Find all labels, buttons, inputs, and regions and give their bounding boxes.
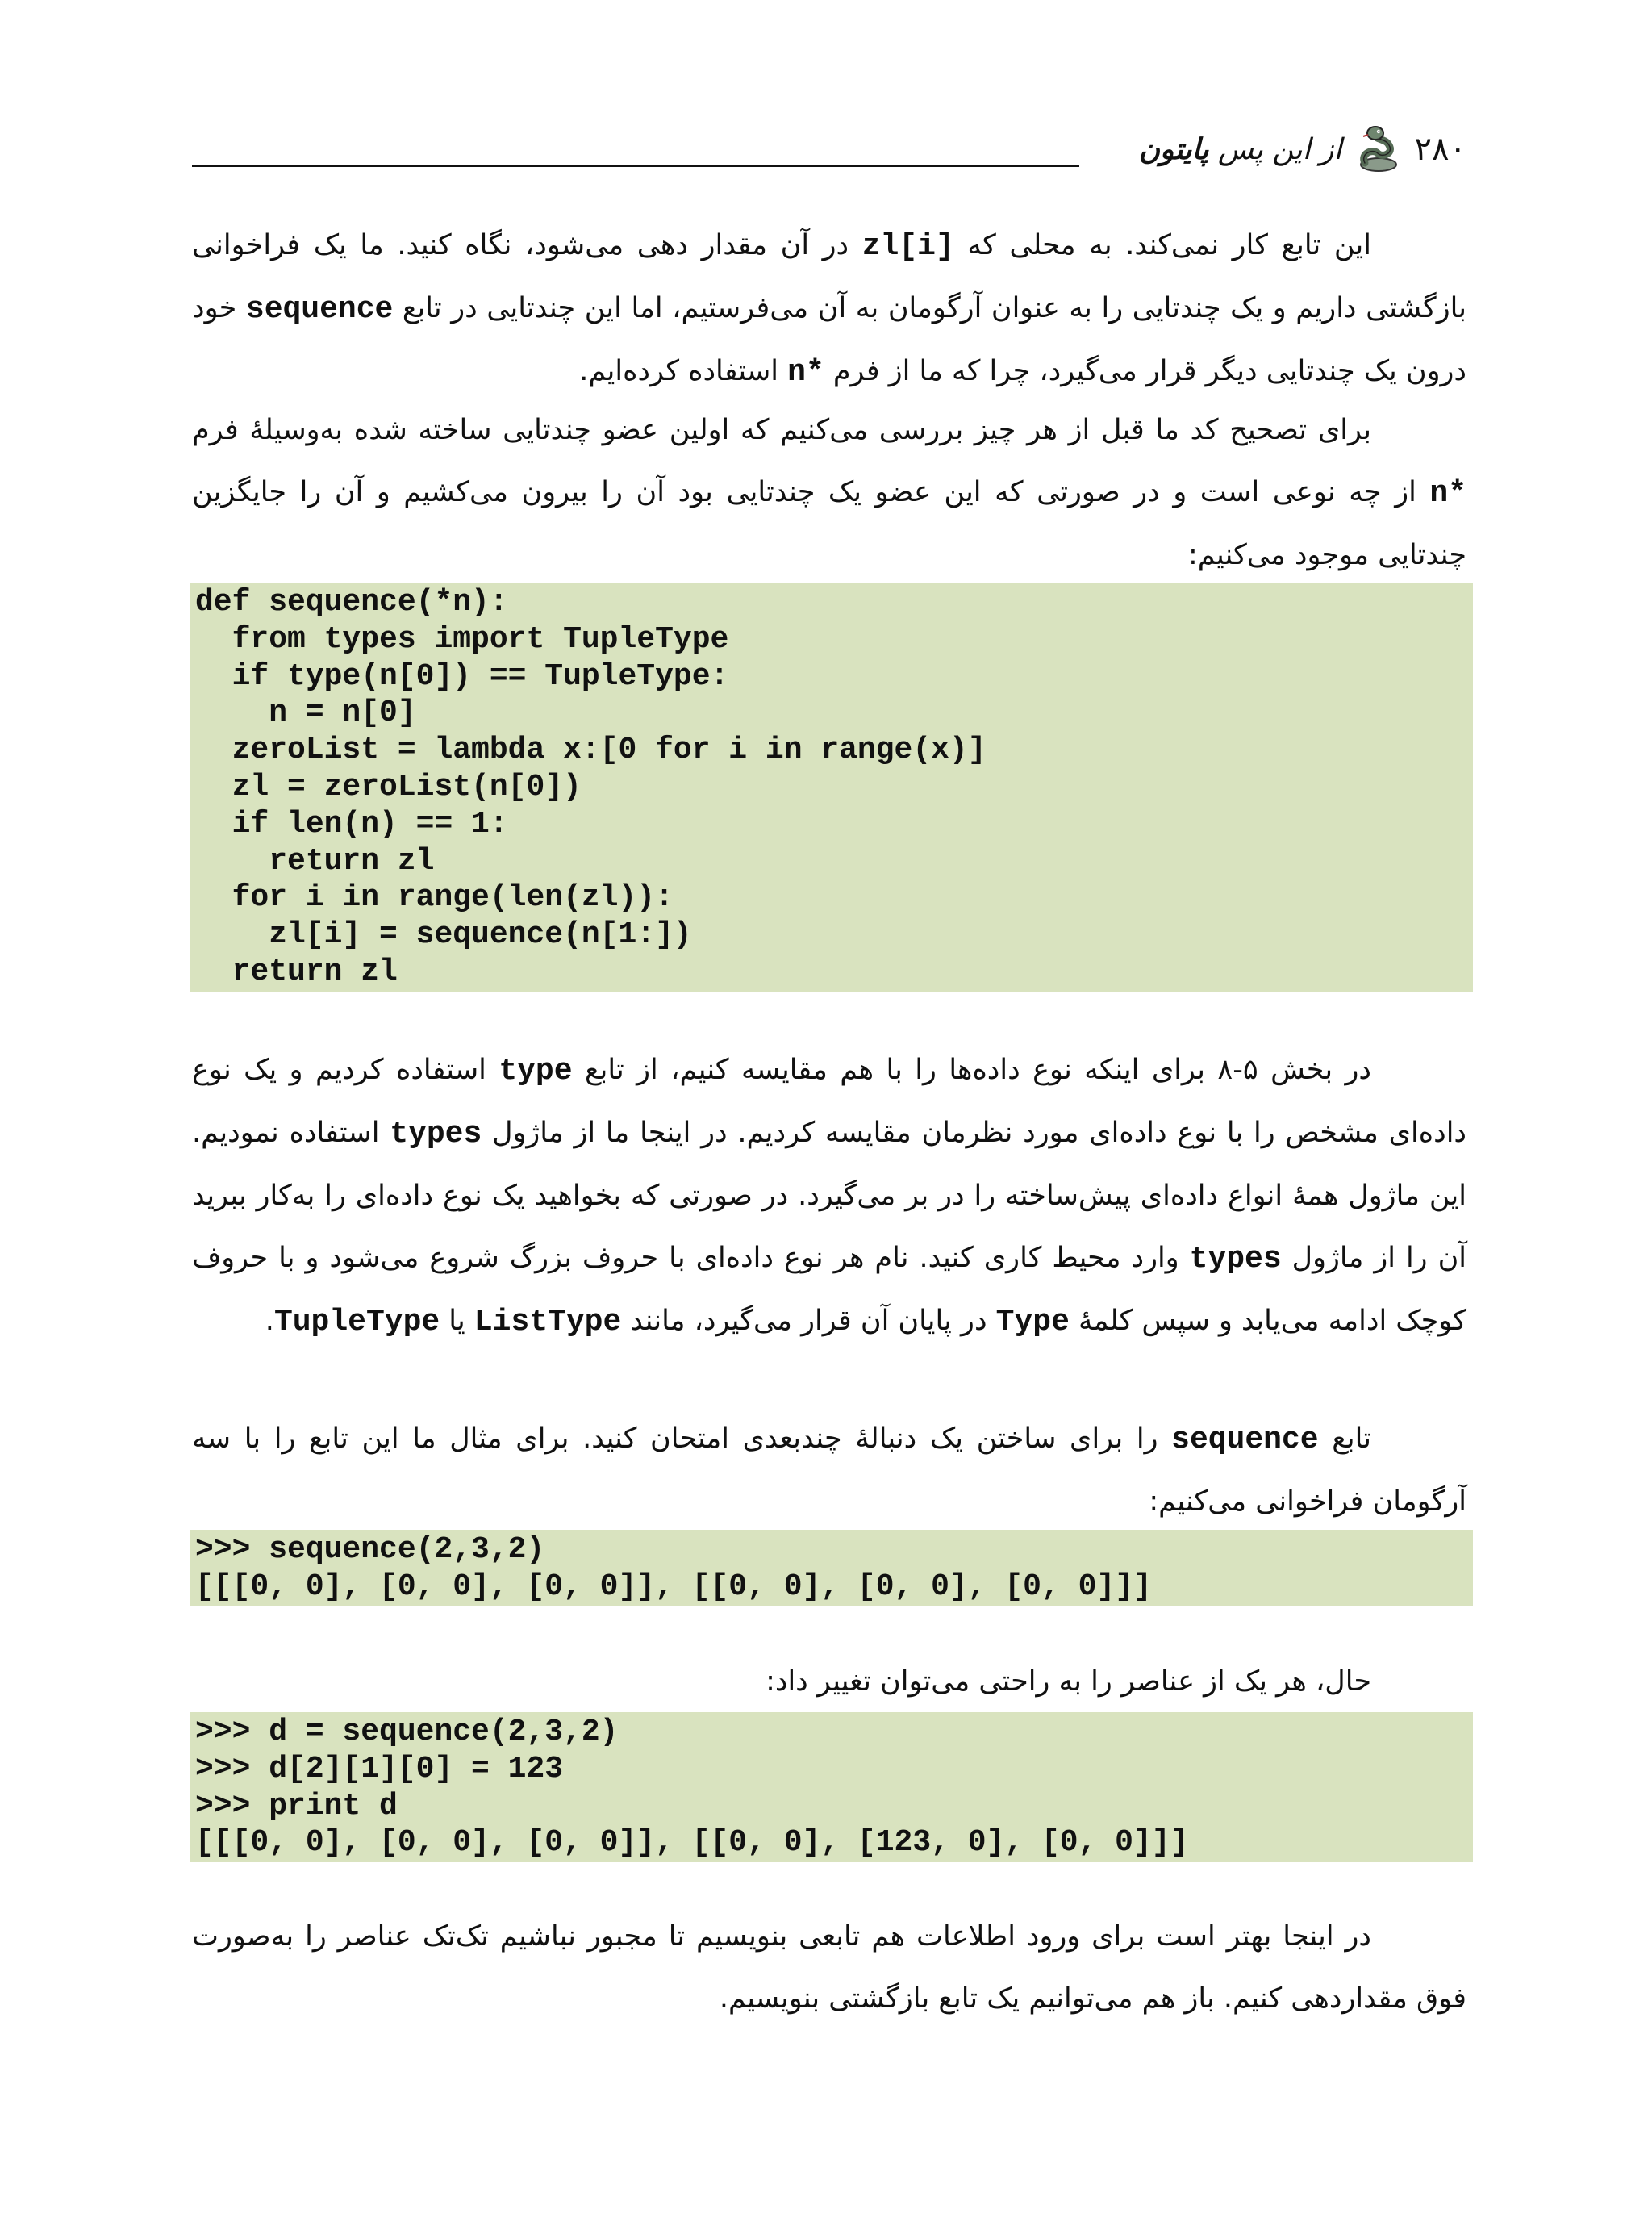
paragraph-1-text-3: خود درون یک چندتایی دیگر قرار می‌گیرد، چرا که ما از فرم	[192, 292, 1466, 387]
code-line: [[[0, 0], [0, 0], [0, 0]], [[0, 0], [123, 0], [0, 0]]]	[195, 1825, 1189, 1861]
paragraph-6	[192, 1906, 1466, 2030]
code-line: zl[i] = sequence(n[1:])	[195, 917, 692, 953]
inline-code: TupleType	[273, 1305, 440, 1339]
paragraph-4	[192, 1408, 1466, 1533]
header-title-block	[1139, 121, 1466, 178]
paragraph-3-text-1: در بخش ۵-۸ برای اینکه نوع داده‌ها را با هم مقایسه کنیم، از تابع	[572, 1054, 1371, 1086]
paragraph-1	[192, 215, 1466, 403]
code-line: n = n[0]	[195, 696, 416, 731]
inline-code: n*	[787, 355, 824, 390]
paragraph-1-text-1: این تابع کار نمی‌کند. به محلی که	[953, 229, 1371, 261]
paragraph-3-text-4: وارد محیط کاری کنید. نام هر نوع داده‌ای با حروف بزرگ شروع می‌شود و با حروف کوچک ادامه می‌یابد و سپس کلمهٔ	[192, 1242, 1466, 1337]
inline-code: n*	[1429, 476, 1466, 511]
paragraph-2-text-1: برای تصحیح کد ما قبل از هر چیز بررسی می‌کنیم که اولین عضو چندتایی ساخته شده به‌وسیلهٔ فرم	[192, 414, 1371, 446]
book-title	[1139, 133, 1342, 166]
paragraph-5-text-1: حال، هر یک از عناصر را به راحتی می‌توان تغییر داد:	[766, 1665, 1371, 1698]
paragraph-2-text-2: از چه نوعی است و در صورتی که این عضو یک چندتایی بود آن را بیرون می‌کشیم و آن را جایگزین چندتایی موجود می‌کنیم:	[192, 476, 1466, 571]
code-line: zl = zeroList(n[0])	[195, 769, 582, 804]
paragraph-3-text-7: .	[265, 1305, 274, 1337]
book-title-bold: پایتون	[1138, 132, 1209, 166]
header-rule	[192, 165, 1079, 167]
paragraph-4-text-2: را برای ساختن یک دنبالهٔ چندبعدی امتحان کنید. برای مثال ما این تابع را با سه آرگومان فراخوانی می‌کنیم:	[192, 1422, 1466, 1518]
paragraph-1-text-4: استفاده کرده‌ایم.	[579, 355, 788, 387]
inline-code: types	[1189, 1242, 1282, 1276]
code-line: def sequence(*n):	[195, 585, 508, 620]
paragraph-3	[192, 1039, 1466, 1353]
code-line: for i in range(len(zl)):	[195, 880, 674, 916]
paragraph-2	[192, 399, 1466, 587]
paragraph-4-text-1: تابع	[1318, 1422, 1371, 1455]
code-line: from types import TupleType	[195, 621, 729, 657]
python-snake-icon	[1354, 124, 1404, 174]
page-header	[192, 121, 1466, 178]
paragraph-3-text-3: استفاده نمودیم. این ماژول همهٔ انواع داده‌ای پیش‌ساخته را در بر می‌گیرد. در صورتی که بخواهید یک نوع داده‌ای را به‌کار ببرید آن را از ماژول	[192, 1117, 1466, 1274]
paragraph-3-text-5: در پایان آن قرار می‌گیرد، مانند	[621, 1305, 996, 1337]
code-block-2	[190, 1530, 1473, 1606]
page-number: ۲۸۰	[1414, 131, 1466, 168]
inline-code: type	[499, 1054, 573, 1088]
code-line: zeroList = lambda x:[0 for i in range(x)]	[195, 733, 987, 768]
code-line: >>> d[2][1][0] = 123	[195, 1751, 564, 1786]
inline-code: zl[i]	[861, 229, 954, 264]
paragraph-1-text-2: در آن مقدار دهی می‌شود، نگاه کنید. ما یک فراخوانی بازگشتی داریم و یک چندتایی را به عنوان آرگومان به آن می‌فرستیم، اما این چندتایی در تابع	[192, 229, 1467, 324]
code-line: >>> d = sequence(2,3,2)	[195, 1715, 619, 1749]
paragraph-5	[192, 1651, 1466, 1713]
paragraph-3-text-6: یا	[440, 1305, 474, 1337]
code-line: return zl	[195, 843, 435, 879]
paragraph-3-text-2: استفاده کردیم و یک نوع داده‌ای مشخص را با نوع داده‌ای مورد نظرمان مقایسه کردیم. در اینجا ما از ماژول	[192, 1054, 1466, 1149]
inline-code: sequence	[1171, 1422, 1319, 1457]
code-line: if type(n[0]) == TupleType:	[195, 658, 729, 694]
inline-code: ListType	[473, 1305, 622, 1339]
inline-code: Type	[995, 1305, 1070, 1339]
inline-code: sequence	[245, 292, 394, 327]
book-title-prefix: از این پس	[1217, 132, 1342, 166]
code-line: if len(n) == 1:	[195, 806, 508, 842]
code-line: >>> sequence(2,3,2)	[195, 1532, 545, 1567]
inline-code: types	[390, 1117, 482, 1151]
code-block-3	[190, 1712, 1473, 1862]
paragraph-6-text-1: در اینجا بهتر است برای ورود اطلاعات هم تابعی بنویسیم تا مجبور نباشیم تک‌تک عناصر را به‌صورت فوق مقداردهی کنیم. باز هم می‌توانیم یک تابع بازگشتی بنویسیم.	[192, 1920, 1466, 2015]
code-line: [[[0, 0], [0, 0], [0, 0]], [[0, 0], [0, 0], [0, 0]]]	[195, 1569, 1152, 1604]
code-block-1	[190, 583, 1473, 992]
code-line: return zl	[195, 954, 398, 989]
code-line: >>> print d	[195, 1788, 398, 1824]
